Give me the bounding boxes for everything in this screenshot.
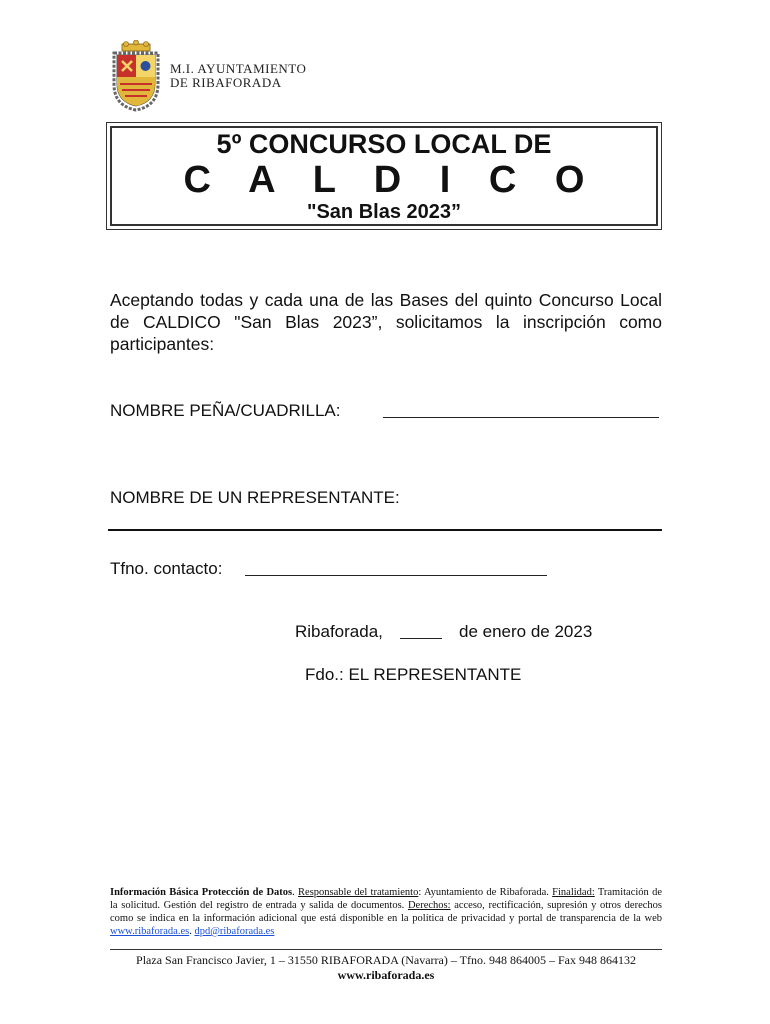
org-name-line-2: DE RIBAFORADA [170, 75, 282, 90]
privacy-responsible-label: Responsable del tratamiento [298, 887, 419, 898]
date-day-input-line[interactable] [400, 638, 442, 639]
privacy-web-link[interactable]: www.ribaforada.es [110, 926, 190, 937]
title-line-2: C A L D I C O [183, 159, 599, 201]
privacy-notice: Información Básica Protección de Datos. Responsable del tratamiento: Ayuntamiento de Ribaforada. Finalidad: Tramitación de la solicitud. Gestión del registro de entrada y salida de documentos. Derechos: acceso, rectificación, supresión y otros derechos como se indica en la información adicional que está disponible en la política de privacidad y portal de transparencia de la web www.ribaforada.es. dpd@ribaforada.es [110, 887, 662, 937]
tfno-label: Tfno. contacto: [110, 559, 223, 578]
intro-paragraph: Aceptando todas y cada una de las Bases del quinto Concurso Local de CALDICO "San Blas 2023”, solicitamos la inscripción como participantes: [110, 290, 662, 354]
title-box [106, 122, 662, 230]
signature-label: Fdo.: EL REPRESENTANTE [305, 665, 522, 684]
pena-input-line[interactable] [383, 417, 659, 418]
title-line-3: "San Blas 2023” [306, 201, 461, 223]
privacy-rights-label: Derechos: [407, 900, 451, 911]
representante-label: NOMBRE DE UN REPRESENTANTE: [110, 488, 400, 507]
privacy-purpose-label: Finalidad: [552, 887, 595, 898]
date-place: Ribaforada, [295, 622, 383, 641]
privacy-responsible-value: : Ayuntamiento de Ribaforada. [418, 887, 553, 898]
privacy-title: Información Básica Protección de Datos [110, 887, 293, 898]
representante-input-line[interactable] [108, 529, 662, 531]
pena-label: NOMBRE PEÑA/CUADRILLA: [110, 401, 341, 420]
footer-website: www.ribaforada.es [337, 968, 435, 982]
privacy-email-link[interactable]: dpd@ribaforada.es [194, 926, 275, 937]
footer-divider [110, 949, 662, 950]
tfno-input-line[interactable] [245, 575, 547, 576]
footer-address: Plaza San Francisco Javier, 1 – 31550 RIBAFORADA (Navarra) – Tfno. 948 864005 – Fax 948 864132 [136, 953, 636, 967]
privacy-rights-value: acceso, rectificación, supresión y otros derechos como se indica en la información adicional que está disponible en la política de privacidad y portal de transparencia de la web [110, 900, 662, 924]
org-name-line-1: M.I. AYUNTAMIENTO [170, 61, 307, 76]
date-month-year: de enero de 2023 [459, 622, 593, 641]
coat-of-arms-icon [108, 40, 164, 112]
organization-name [170, 62, 306, 90]
privacy-purpose-value: Tramitación de la solicitud. Gestión del registro de entrada y salida de documentos. [110, 887, 662, 911]
title-line-1: 5º CONCURSO LOCAL DE [216, 129, 552, 159]
